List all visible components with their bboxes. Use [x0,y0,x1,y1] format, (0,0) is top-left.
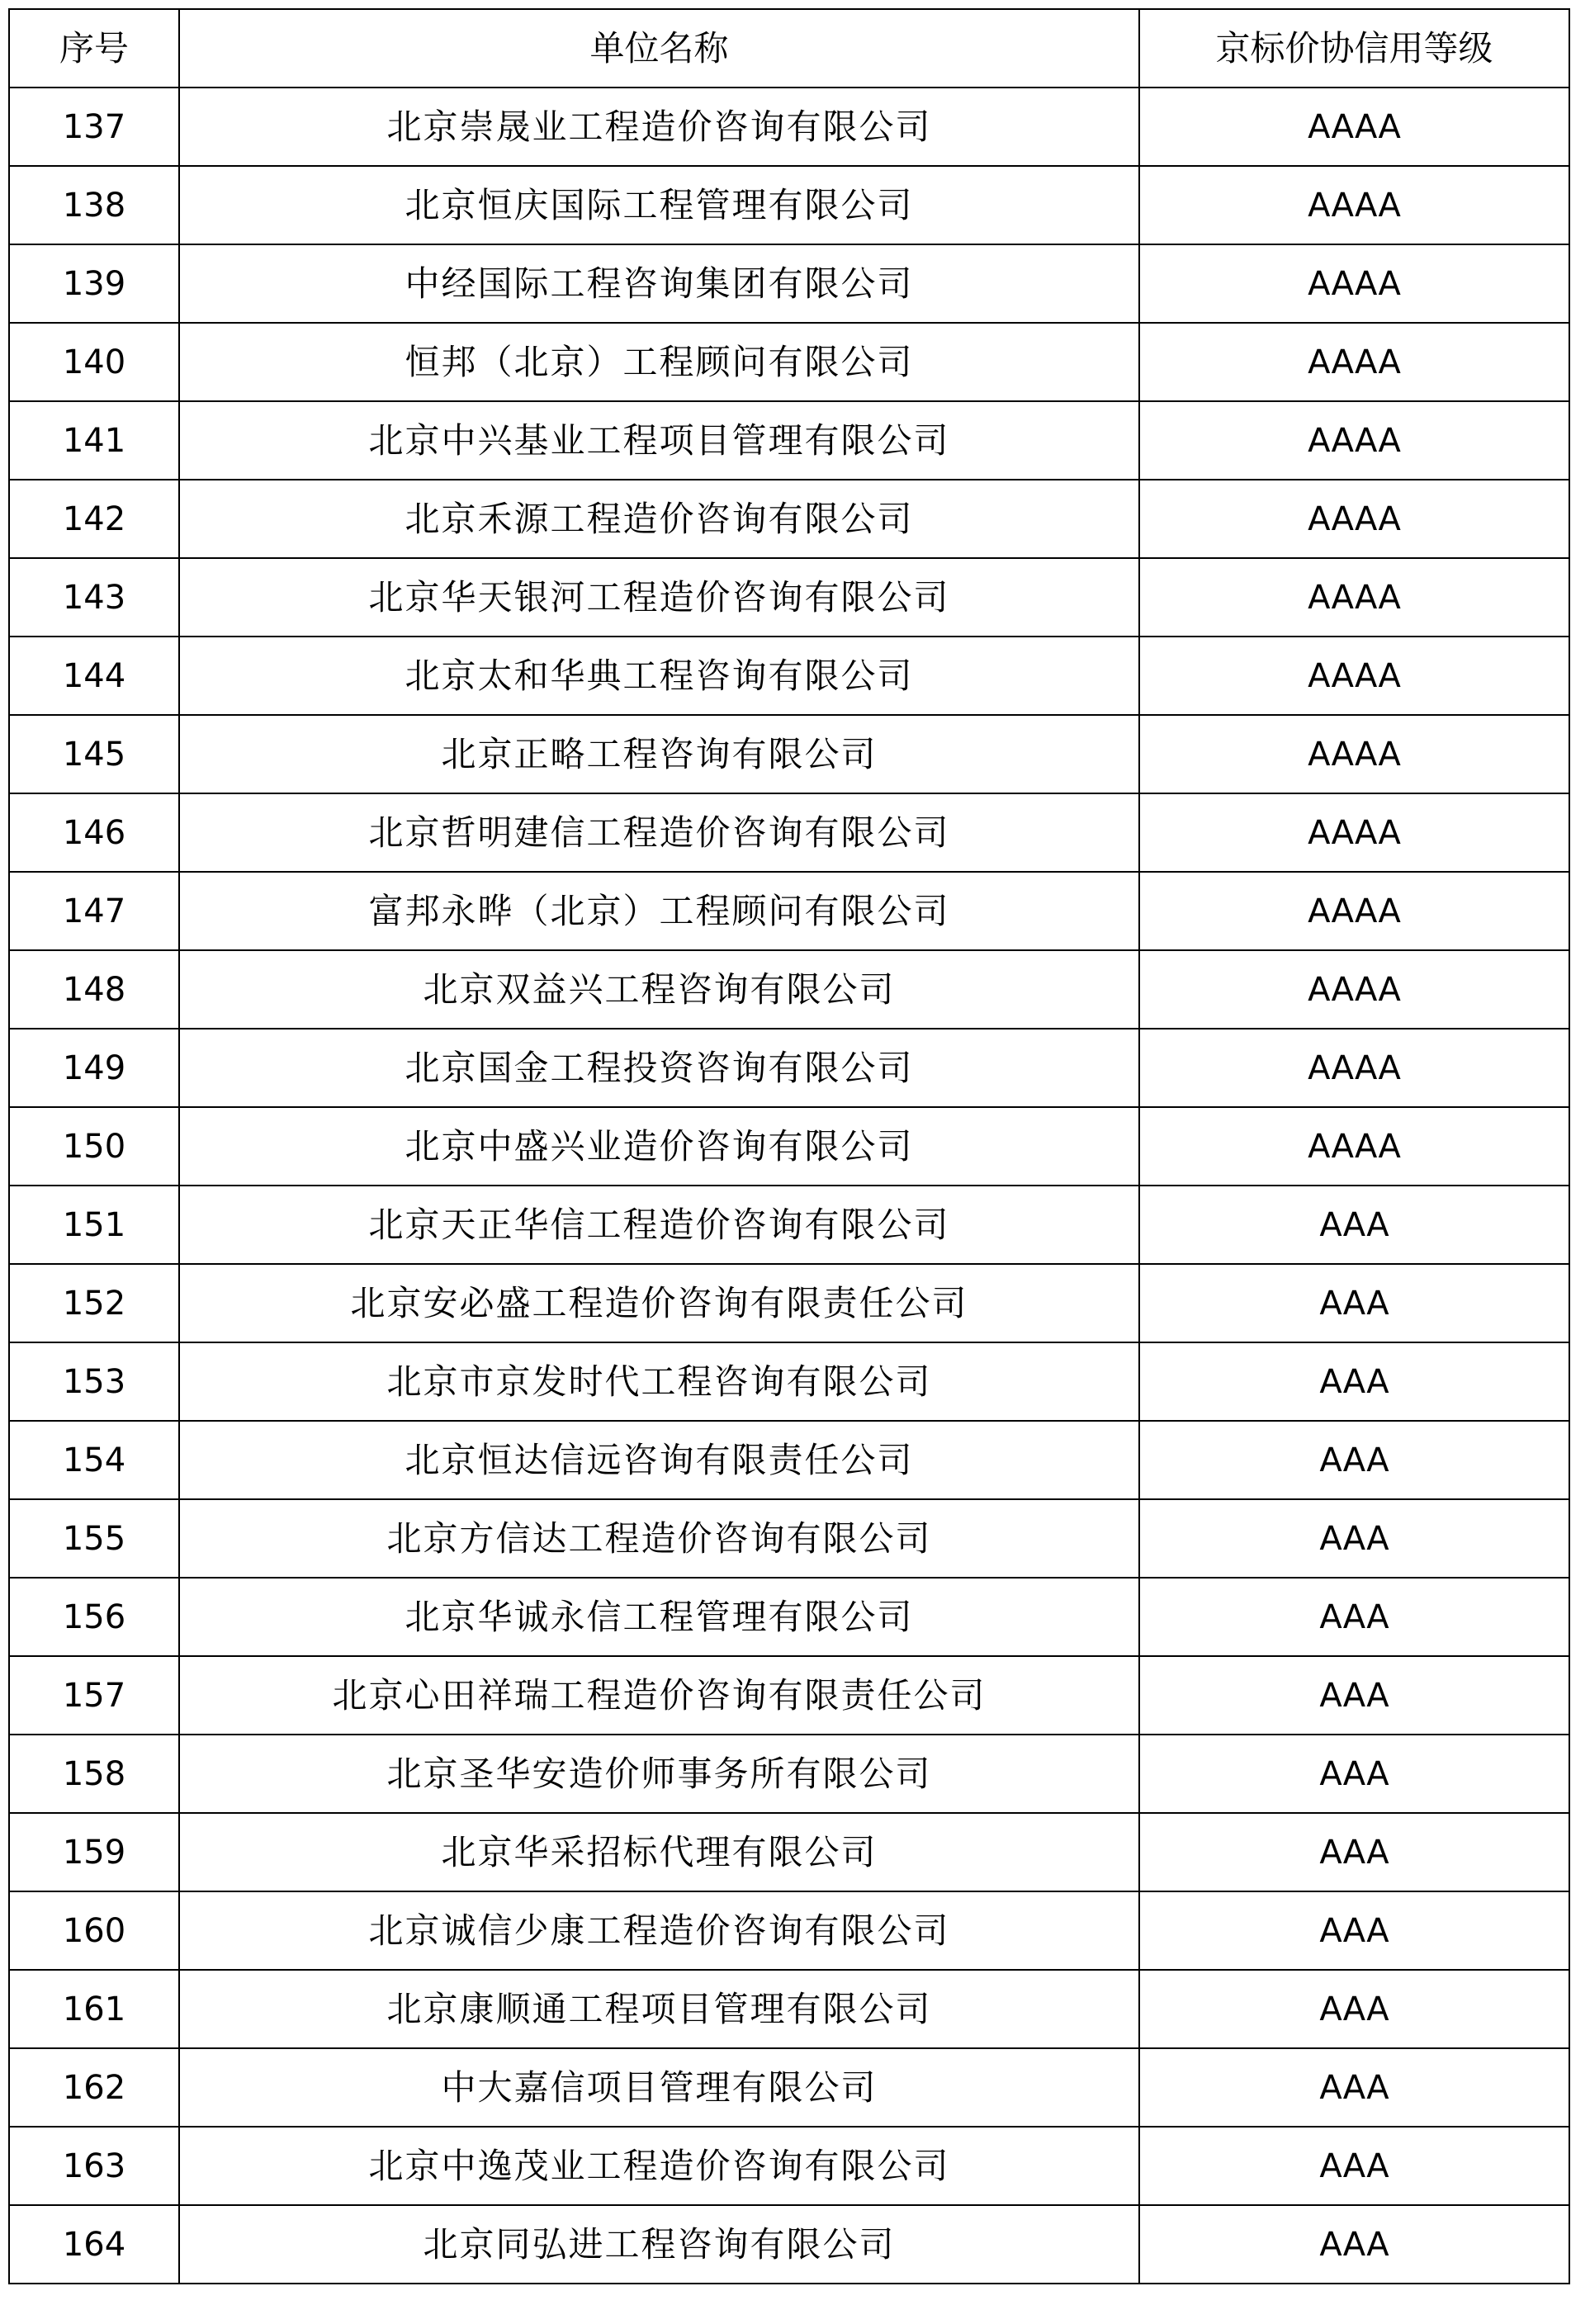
company-name: 北京中盛兴业造价咨询有限公司 [179,1107,1139,1186]
credit-grade: AAA [1139,2205,1569,2284]
row-index: 153 [9,1342,179,1421]
table-body [9,88,1569,2284]
table-row [9,88,1569,166]
credit-grade: AAA [1139,1735,1569,1813]
row-index: 146 [9,793,179,872]
row-index: 156 [9,1578,179,1656]
table-row [9,872,1569,950]
company-name: 北京天正华信工程造价咨询有限公司 [179,1186,1139,1264]
row-index: 157 [9,1656,179,1735]
credit-grade: AAA [1139,1342,1569,1421]
company-name: 北京中逸茂业工程造价咨询有限公司 [179,2127,1139,2205]
company-name: 北京国金工程投资咨询有限公司 [179,1029,1139,1107]
row-index: 151 [9,1186,179,1264]
header-index: 序号 [9,9,179,88]
credit-grade: AAAA [1139,715,1569,793]
row-index: 158 [9,1735,179,1813]
credit-grade: AAAA [1139,793,1569,872]
header-grade: 京标价协信用等级 [1139,9,1569,88]
company-name: 北京哲明建信工程造价咨询有限公司 [179,793,1139,872]
row-index: 160 [9,1891,179,1970]
row-index: 159 [9,1813,179,1891]
table-row [9,1499,1569,1578]
company-name: 北京崇晟业工程造价咨询有限公司 [179,88,1139,166]
credit-grade: AAA [1139,1970,1569,2048]
company-name: 中经国际工程咨询集团有限公司 [179,244,1139,323]
table-row [9,1342,1569,1421]
company-name: 北京心田祥瑞工程造价咨询有限责任公司 [179,1656,1139,1735]
credit-grade: AAAA [1139,401,1569,480]
company-name: 北京华采招标代理有限公司 [179,1813,1139,1891]
table-row [9,244,1569,323]
row-index: 144 [9,637,179,715]
table-row [9,1107,1569,1186]
table-row [9,1264,1569,1342]
table-row [9,1656,1569,1735]
company-name: 北京同弘进工程咨询有限公司 [179,2205,1139,2284]
credit-grade: AAA [1139,2127,1569,2205]
table-row [9,166,1569,244]
company-name: 北京方信达工程造价咨询有限公司 [179,1499,1139,1578]
credit-grade: AAAA [1139,323,1569,401]
table-row [9,2127,1569,2205]
row-index: 149 [9,1029,179,1107]
row-index: 161 [9,1970,179,2048]
company-name: 恒邦（北京）工程顾问有限公司 [179,323,1139,401]
row-index: 150 [9,1107,179,1186]
table-row [9,1186,1569,1264]
credit-grade: AAA [1139,1813,1569,1891]
company-name: 中大嘉信项目管理有限公司 [179,2048,1139,2127]
table-row [9,1813,1569,1891]
company-name: 北京康顺通工程项目管理有限公司 [179,1970,1139,2048]
table-row [9,401,1569,480]
company-name: 北京双益兴工程咨询有限公司 [179,950,1139,1029]
company-name: 北京禾源工程造价咨询有限公司 [179,480,1139,558]
table-row [9,1891,1569,1970]
company-name: 北京中兴基业工程项目管理有限公司 [179,401,1139,480]
table-row [9,1578,1569,1656]
company-name: 北京正略工程咨询有限公司 [179,715,1139,793]
credit-grade: AAAA [1139,1029,1569,1107]
credit-grade: AAA [1139,1891,1569,1970]
credit-grade: AAAA [1139,1107,1569,1186]
company-name: 北京诚信少康工程造价咨询有限公司 [179,1891,1139,1970]
table-row [9,2048,1569,2127]
table-row [9,1970,1569,2048]
table-header [9,9,1569,88]
table-row [9,1421,1569,1499]
credit-grade: AAA [1139,2048,1569,2127]
row-index: 147 [9,872,179,950]
header-name: 单位名称 [179,9,1139,88]
company-name: 北京华诚永信工程管理有限公司 [179,1578,1139,1656]
row-index: 142 [9,480,179,558]
credit-grade: AAA [1139,1421,1569,1499]
credit-grade-table [8,8,1570,2284]
header-row [9,9,1569,88]
credit-grade: AAA [1139,1264,1569,1342]
table-row [9,2205,1569,2284]
credit-grade: AAAA [1139,244,1569,323]
company-name: 北京恒达信远咨询有限责任公司 [179,1421,1139,1499]
row-index: 141 [9,401,179,480]
table-row [9,323,1569,401]
row-index: 152 [9,1264,179,1342]
table-row [9,950,1569,1029]
row-index: 145 [9,715,179,793]
row-index: 140 [9,323,179,401]
table-row [9,1029,1569,1107]
company-name: 富邦永晔（北京）工程顾问有限公司 [179,872,1139,950]
company-name: 北京华天银河工程造价咨询有限公司 [179,558,1139,637]
row-index: 154 [9,1421,179,1499]
row-index: 143 [9,558,179,637]
company-name: 北京恒庆国际工程管理有限公司 [179,166,1139,244]
table-row [9,637,1569,715]
table-row [9,793,1569,872]
table-row [9,1735,1569,1813]
company-name: 北京太和华典工程咨询有限公司 [179,637,1139,715]
credit-grade: AAAA [1139,88,1569,166]
row-index: 162 [9,2048,179,2127]
credit-grade: AAA [1139,1656,1569,1735]
row-index: 148 [9,950,179,1029]
credit-grade: AAA [1139,1578,1569,1656]
row-index: 155 [9,1499,179,1578]
row-index: 139 [9,244,179,323]
company-name: 北京圣华安造价师事务所有限公司 [179,1735,1139,1813]
company-name: 北京安必盛工程造价咨询有限责任公司 [179,1264,1139,1342]
credit-grade: AAAA [1139,480,1569,558]
credit-grade: AAA [1139,1186,1569,1264]
row-index: 164 [9,2205,179,2284]
credit-grade: AAAA [1139,950,1569,1029]
table-row [9,715,1569,793]
credit-grade: AAAA [1139,166,1569,244]
credit-grade: AAAA [1139,637,1569,715]
table-row [9,480,1569,558]
credit-grade: AAAA [1139,558,1569,637]
table-row [9,558,1569,637]
credit-grade: AAA [1139,1499,1569,1578]
company-name: 北京市京发时代工程咨询有限公司 [179,1342,1139,1421]
credit-grade: AAAA [1139,872,1569,950]
row-index: 138 [9,166,179,244]
row-index: 137 [9,88,179,166]
row-index: 163 [9,2127,179,2205]
